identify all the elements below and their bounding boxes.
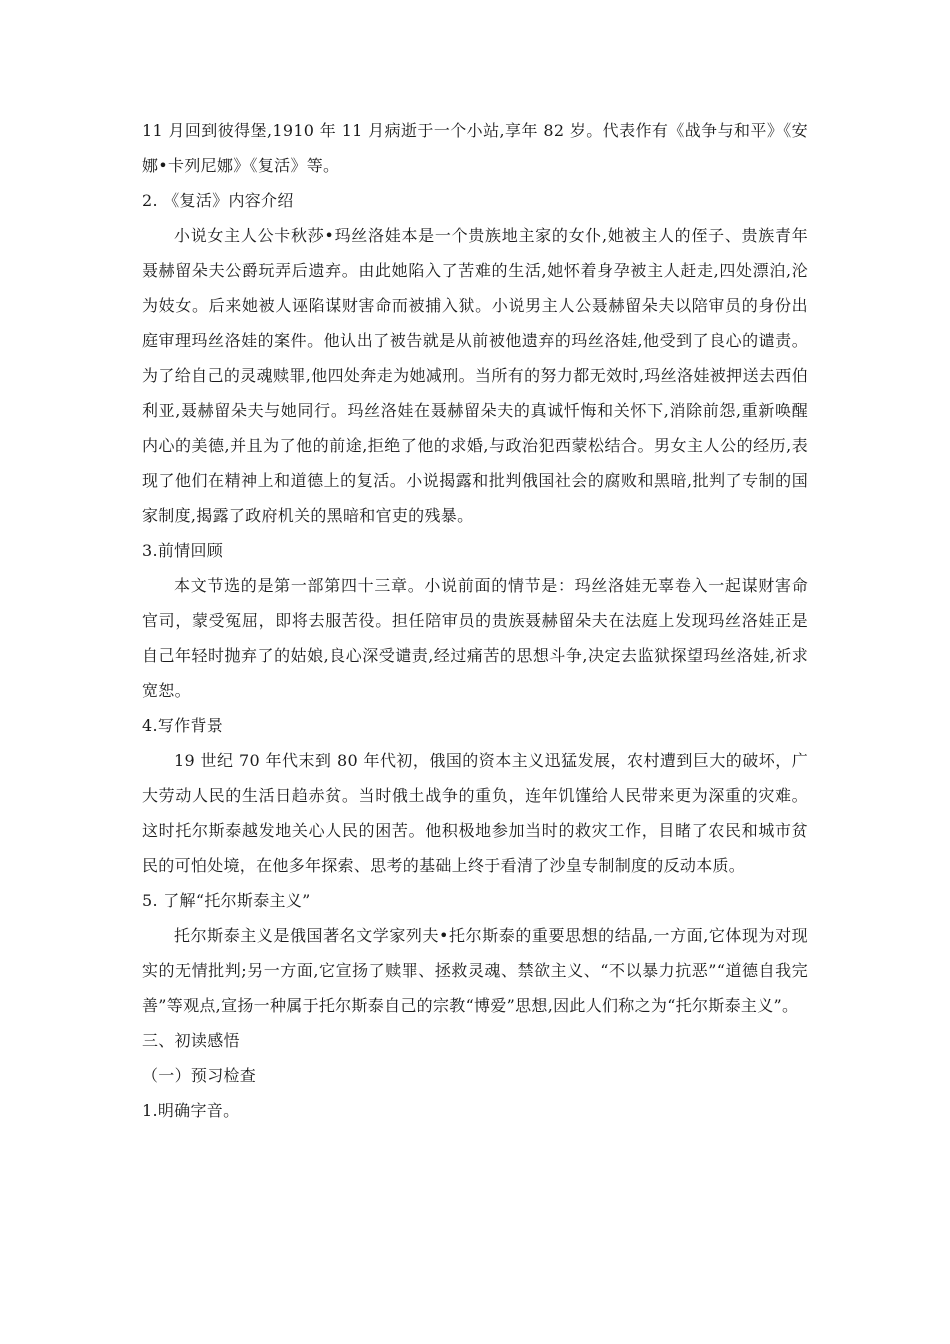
- heading-section-three: 三、初读感悟: [142, 1031, 240, 1050]
- intro-paragraph: 11 月回到彼得堡,1910 年 11 月病逝于一个小站,享年 82 岁。代表作有《战争与和平》《安娜•卡列尼娜》《复活》等。: [142, 121, 808, 175]
- heading-writing-background: 4.写作背景: [142, 716, 224, 735]
- heading-preview-check: （一）预习检查: [142, 1066, 257, 1085]
- heading-tolstoyism: 5. 了解“托尔斯泰主义”: [142, 891, 311, 910]
- plot-review-paragraph: 本文节选的是第一部第四十三章。小说前面的情节是：玛丝洛娃无辜卷入一起谋财害命官司，蒙受冤屈，即将去服苦役。担任陪审员的贵族聂赫留朵夫在法庭上发现玛丝洛娃正是自己年轻时抛弃了的姑娘,良心深受谴责,经过痛苦的思想斗争,决定去监狱探望玛丝洛娃,祈求宽恕。: [142, 576, 808, 700]
- document-body: [142, 113, 808, 1128]
- heading-plot-review: 3.前情回顾: [142, 541, 224, 560]
- writing-background-paragraph: 19 世纪 70 年代末到 80 年代初，俄国的资本主义迅猛发展，农村遭到巨大的破坏，广大劳动人民的生活日趋赤贫。当时俄土战争的重负，连年饥馑给人民带来更为深重的灾难。这时托尔斯泰越发地关心人民的困苦。他积极地参加当时的救灾工作，目睹了农民和城市贫民的可怕处境，在他多年探索、思考的基础上终于看清了沙皇专制制度的反动本质。: [142, 751, 808, 875]
- content-intro-paragraph: 小说女主人公卡秋莎•玛丝洛娃本是一个贵族地主家的女仆,她被主人的侄子、贵族青年聂赫留朵夫公爵玩弄后遗弃。由此她陷入了苦难的生活,她怀着身孕被主人赶走,四处漂泊,沦为妓女。后来她被人诬陷谋财害命而被捕入狱。小说男主人公聂赫留朵夫以陪审员的身份出庭审理玛丝洛娃的案件。他认出了被告就是从前被他遗弃的玛丝洛娃,他受到了良心的谴责。为了给自己的灵魂赎罪,他四处奔走为她减刑。当所有的努力都无效时,玛丝洛娃被押送去西伯利亚,聂赫留朵夫与她同行。玛丝洛娃在聂赫留朵夫的真诚忏悔和关怀下,消除前怨,重新唤醒内心的美德,并且为了他的前途,拒绝了他的求婚,与政治犯西蒙松结合。男女主人公的经历,表现了他们在精神上和道德上的复活。小说揭露和批判俄国社会的腐败和黑暗,批判了专制的国家制度,揭露了政府机关的黑暗和官吏的残暴。: [142, 226, 808, 525]
- tolstoyism-paragraph: 托尔斯泰主义是俄国著名文学家列夫•托尔斯泰的重要思想的结晶,一方面,它体现为对现实的无情批判;另一方面,它宣扬了赎罪、拯救灵魂、禁欲主义、“不以暴力抗恶”“道德自我完善”等观点,宣扬一种属于托尔斯泰自己的宗教“博爱”思想,因此人们称之为“托尔斯泰主义”。: [142, 926, 808, 1015]
- item-pronunciation: 1.明确字音。: [142, 1101, 240, 1120]
- heading-content-intro: 2. 《复活》内容介绍: [142, 191, 294, 210]
